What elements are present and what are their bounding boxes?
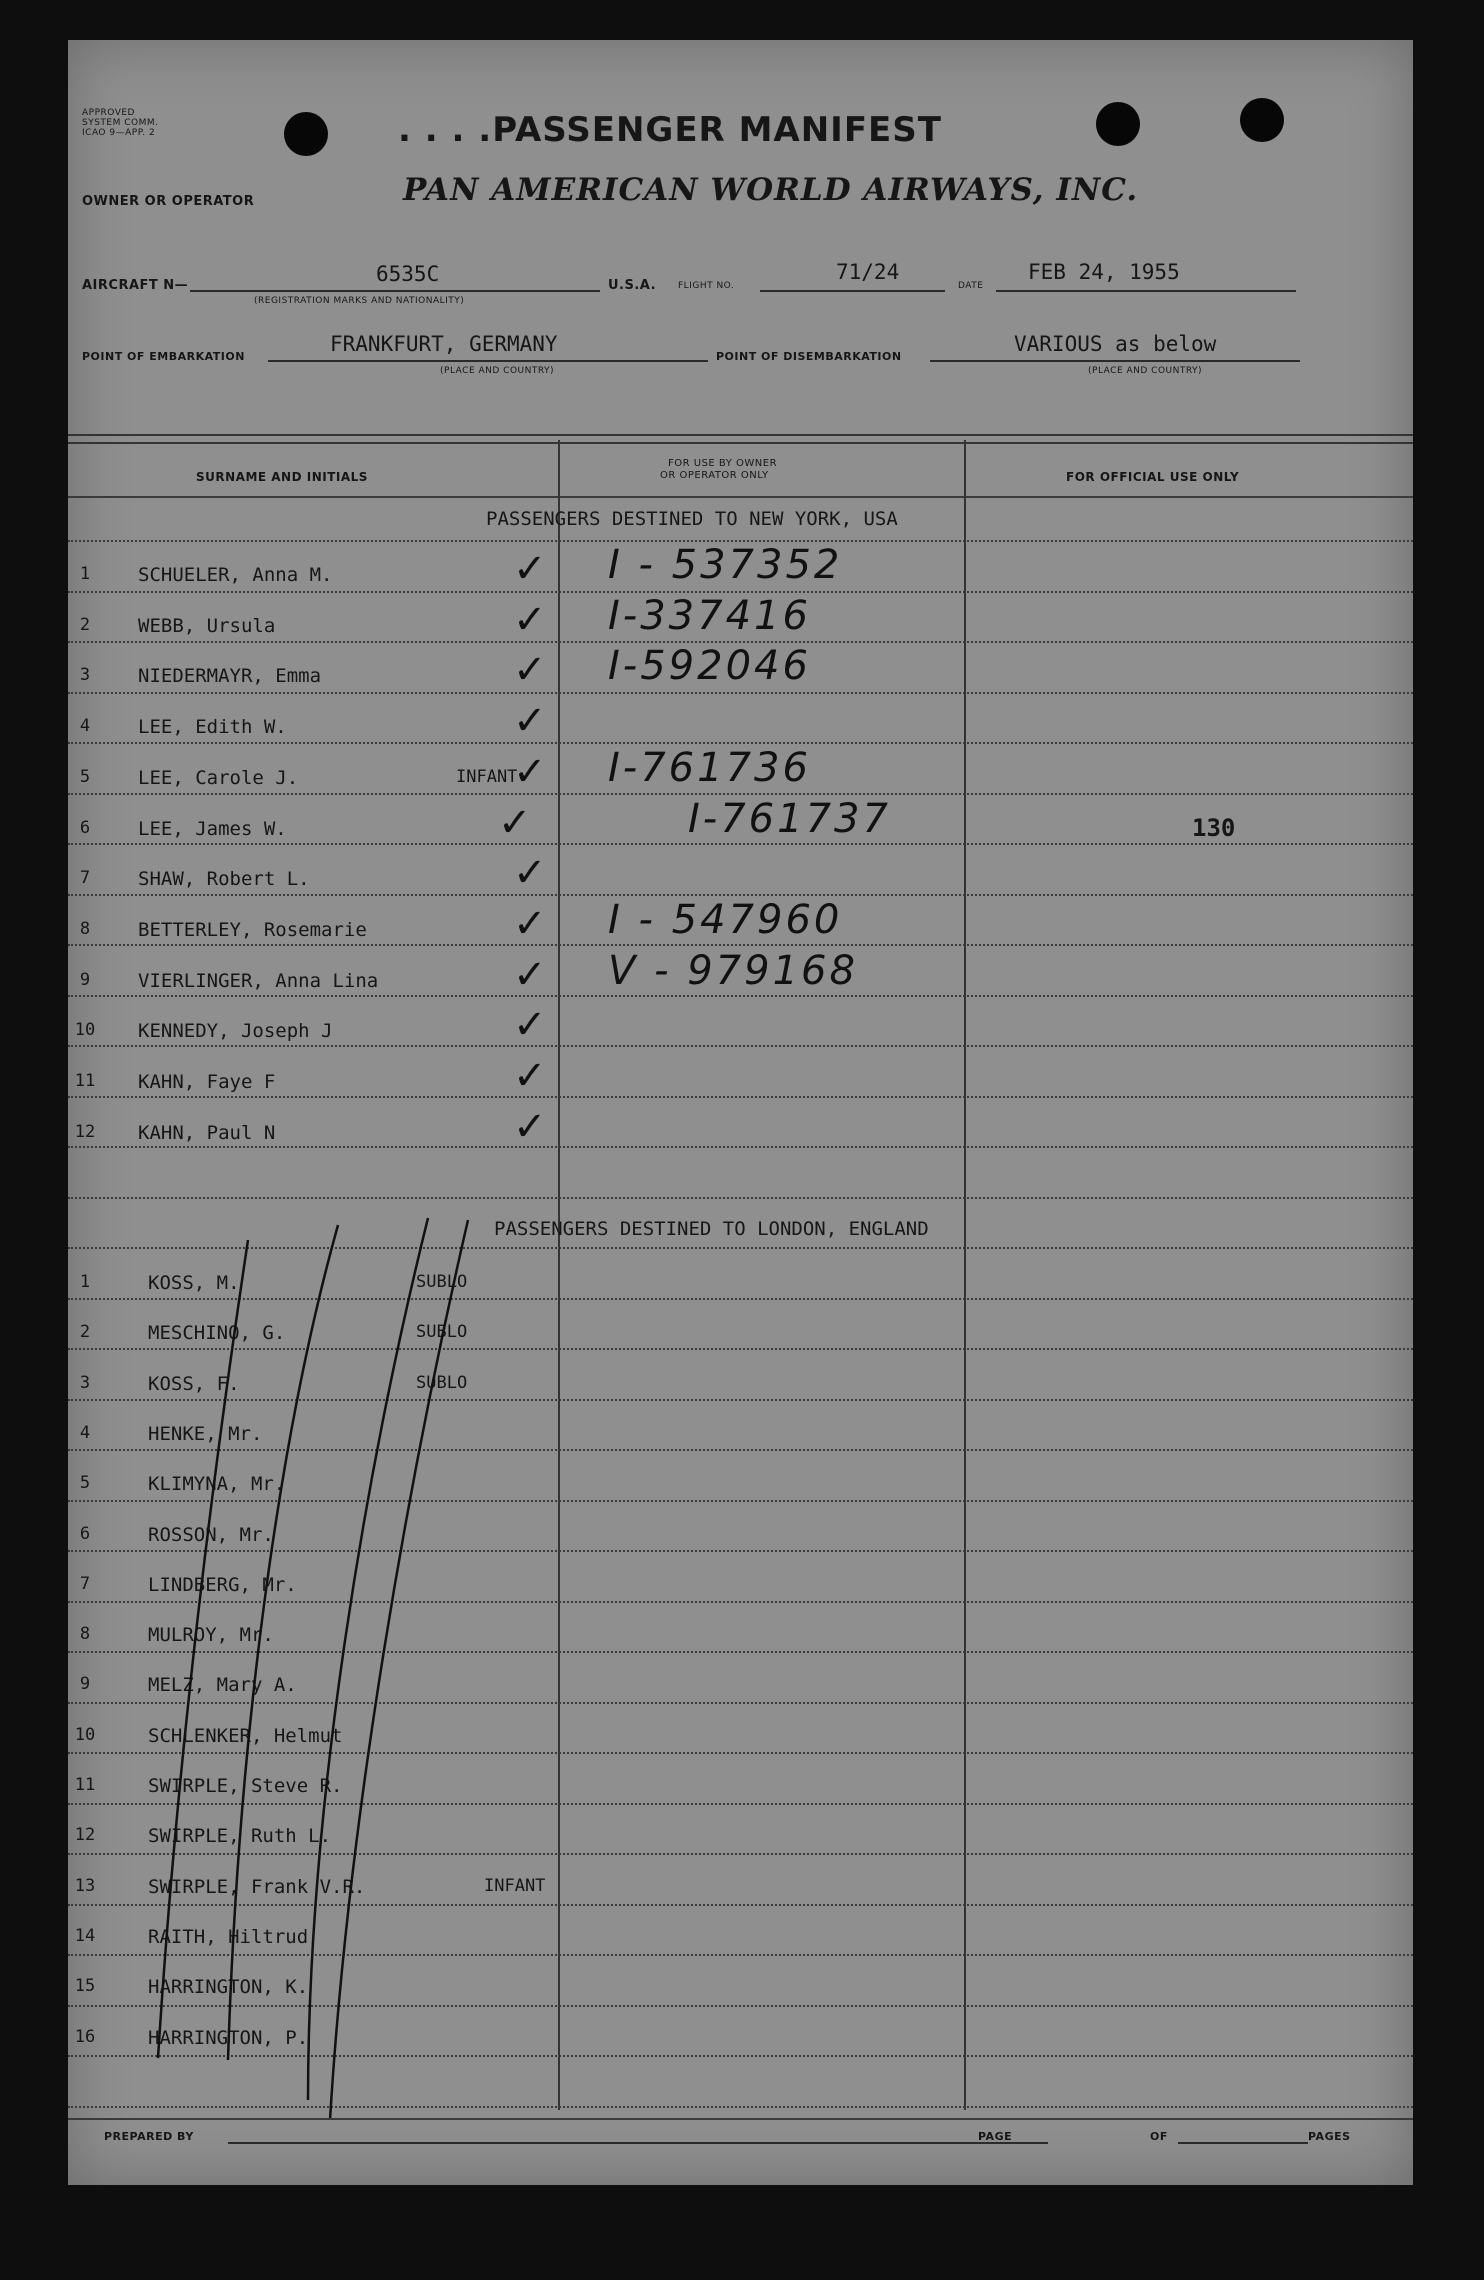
row-number: 2 [79,614,91,635]
row-number: 8 [79,1624,91,1645]
passenger-name: SCHUELER, Anna M. [138,564,333,586]
passenger-name: MESCHINO, G. [148,1322,286,1345]
column-header-owner-use: FOR USE BY OWNER [668,458,778,469]
passenger-note: INFANT [484,1875,546,1896]
approval-line: ICAO 9—APP. 2 [82,128,156,138]
passenger-name: SHAW, Robert L. [138,868,310,891]
passenger-name: HENKE, Mr. [148,1422,263,1445]
check-mark-icon: ✓ [513,850,550,897]
passenger-name: KENNEDY, Joseph J [138,1020,333,1043]
row-number: 11 [74,1775,96,1795]
check-mark-icon: ✓ [513,951,550,998]
check-mark-icon: ✓ [513,1053,550,1099]
page-title: . . . .PASSENGER MANIFEST [398,110,942,150]
passenger-name: HARRINGTON, K. [148,1976,309,1999]
row-number: 6 [79,817,91,838]
embark-value: FRANKFURT, GERMANY [330,332,558,356]
approval-line: APPROVED [82,108,135,118]
registration-caption: (REGISTRATION MARKS AND NATIONALITY) [254,296,465,306]
passenger-name: MULROY, Mr. [148,1624,274,1647]
row-number: 1 [79,1272,91,1292]
passenger-note: SUBLO [416,1322,468,1343]
row-number: 5 [79,1473,91,1494]
passenger-name: SWIRPLE, Frank V.R. [148,1875,366,1898]
check-mark-icon: ✓ [513,900,550,947]
owner-value: PAN AMERICAN WORLD AIRWAYS, INC. [403,172,1139,208]
manifest-paper [68,40,1413,2185]
row-number: 9 [79,969,91,990]
check-mark-icon: ✓ [513,546,550,592]
check-mark-icon: ✓ [513,647,550,694]
date-value: FEB 24, 1955 [1028,260,1180,284]
usa-label: U.S.A. [608,278,657,293]
column-header-surname: SURNAME AND INITIALS [196,470,368,484]
passenger-name: HARRINGTON, P. [148,2026,309,2049]
row-number: 12 [74,1121,96,1142]
check-mark-icon: ✓ [513,1002,550,1049]
passenger-name: KOSS, F. [148,1372,240,1395]
aircraft-value: 6535C [376,262,440,286]
passenger-name: WEBB, Ursula [138,614,276,637]
row-number: 4 [79,1422,91,1443]
row-number: 9 [79,1674,91,1695]
row-number: 3 [79,665,91,686]
row-number: 5 [79,766,91,787]
check-mark-icon: ✓ [513,596,550,643]
passenger-name: KAHN, Faye F [138,1071,276,1093]
owner-label: OWNER OR OPERATOR [82,194,255,209]
passenger-name: LEE, Edith W. [138,716,287,739]
embark-label: POINT OF EMBARKATION [82,350,245,363]
passenger-name: KLIMYNA, Mr. [148,1473,286,1496]
row-number: 16 [74,2026,96,2047]
row-number: 7 [79,1573,91,1594]
handwritten-visa-number: I - 547960 [608,896,843,943]
passenger-name: LEE, Carole J. [138,766,299,789]
embark-caption: (PLACE AND COUNTRY) [440,366,555,376]
passenger-name: BETTERLEY, Rosemarie [138,918,367,941]
passenger-name: VIERLINGER, Anna Lina [138,969,379,992]
passenger-name: SWIRPLE, Steve R. [148,1775,343,1797]
of-label: OF [1150,2130,1168,2143]
passenger-name: SCHLENKER, Helmut [148,1724,343,1747]
passenger-name: MELZ, Mary A. [148,1674,297,1697]
prepared-by-label: PREPARED BY [104,2130,194,2143]
approval-line: SYSTEM COMM. [82,118,159,128]
row-number: 13 [74,1875,96,1896]
handwritten-visa-number: I-761737 [688,795,891,842]
check-mark-icon: ✓ [513,1103,550,1150]
official-use-number: 130 [1192,813,1236,842]
handwritten-visa-number: I-337416 [608,592,811,639]
row-number: 4 [79,716,91,737]
disembark-value: VARIOUS as below [1014,332,1217,356]
disembark-caption: (PLACE AND COUNTRY) [1088,366,1203,376]
row-number: 14 [74,1925,96,1946]
passenger-note: INFANT [456,766,518,787]
date-label: DATE [958,281,984,291]
flight-label: FLIGHT NO. [678,281,735,291]
passenger-name: SWIRPLE, Ruth L. [148,1825,332,1848]
handwritten-strike-lines [68,40,1413,2185]
check-mark-icon: ✓ [498,799,535,846]
row-number: 2 [79,1322,91,1343]
row-number: 10 [74,1724,96,1745]
flight-value: 71/24 [836,260,900,284]
disembark-label: POINT OF DISEMBARKATION [716,350,902,363]
section-heading-london: PASSENGERS DESTINED TO LONDON, ENGLAND [494,1218,929,1240]
row-number: 7 [79,868,91,889]
check-mark-icon: ✓ [513,748,550,795]
passenger-name: ROSSON, Mr. [148,1523,274,1546]
row-number: 6 [79,1523,91,1544]
passenger-name: RAITH, Hiltrud [148,1925,309,1948]
passenger-name: KAHN, Paul N [138,1121,276,1144]
passenger-note: SUBLO [416,1272,468,1292]
passenger-note: SUBLO [416,1372,468,1393]
passenger-name: LEE, James W. [138,817,287,840]
row-number: 3 [79,1372,91,1393]
handwritten-visa-number: I-761736 [608,744,811,791]
passenger-name: LINDBERG, Mr. [148,1573,297,1596]
section-heading-new-york: PASSENGERS DESTINED TO NEW YORK, USA [486,508,898,530]
column-header-official-use: FOR OFFICIAL USE ONLY [1066,470,1240,484]
passenger-name: NIEDERMAYR, Emma [138,665,322,688]
row-number: 10 [74,1020,96,1041]
column-header-owner-use: OR OPERATOR ONLY [660,470,769,481]
handwritten-visa-number: I - 537352 [608,542,843,588]
aircraft-label: AIRCRAFT N— [82,278,189,293]
handwritten-visa-number: V - 979168 [608,947,858,994]
check-mark-icon: ✓ [513,698,550,745]
row-number: 1 [79,564,91,584]
page-label: PAGE [978,2130,1013,2143]
row-number: 12 [74,1825,96,1846]
handwritten-visa-number: I-592046 [608,643,811,690]
pages-label: PAGES [1308,2130,1351,2143]
row-number: 8 [79,918,91,939]
passenger-name: KOSS, M. [148,1272,240,1294]
row-number: 15 [74,1976,96,1997]
row-number: 11 [74,1071,96,1091]
